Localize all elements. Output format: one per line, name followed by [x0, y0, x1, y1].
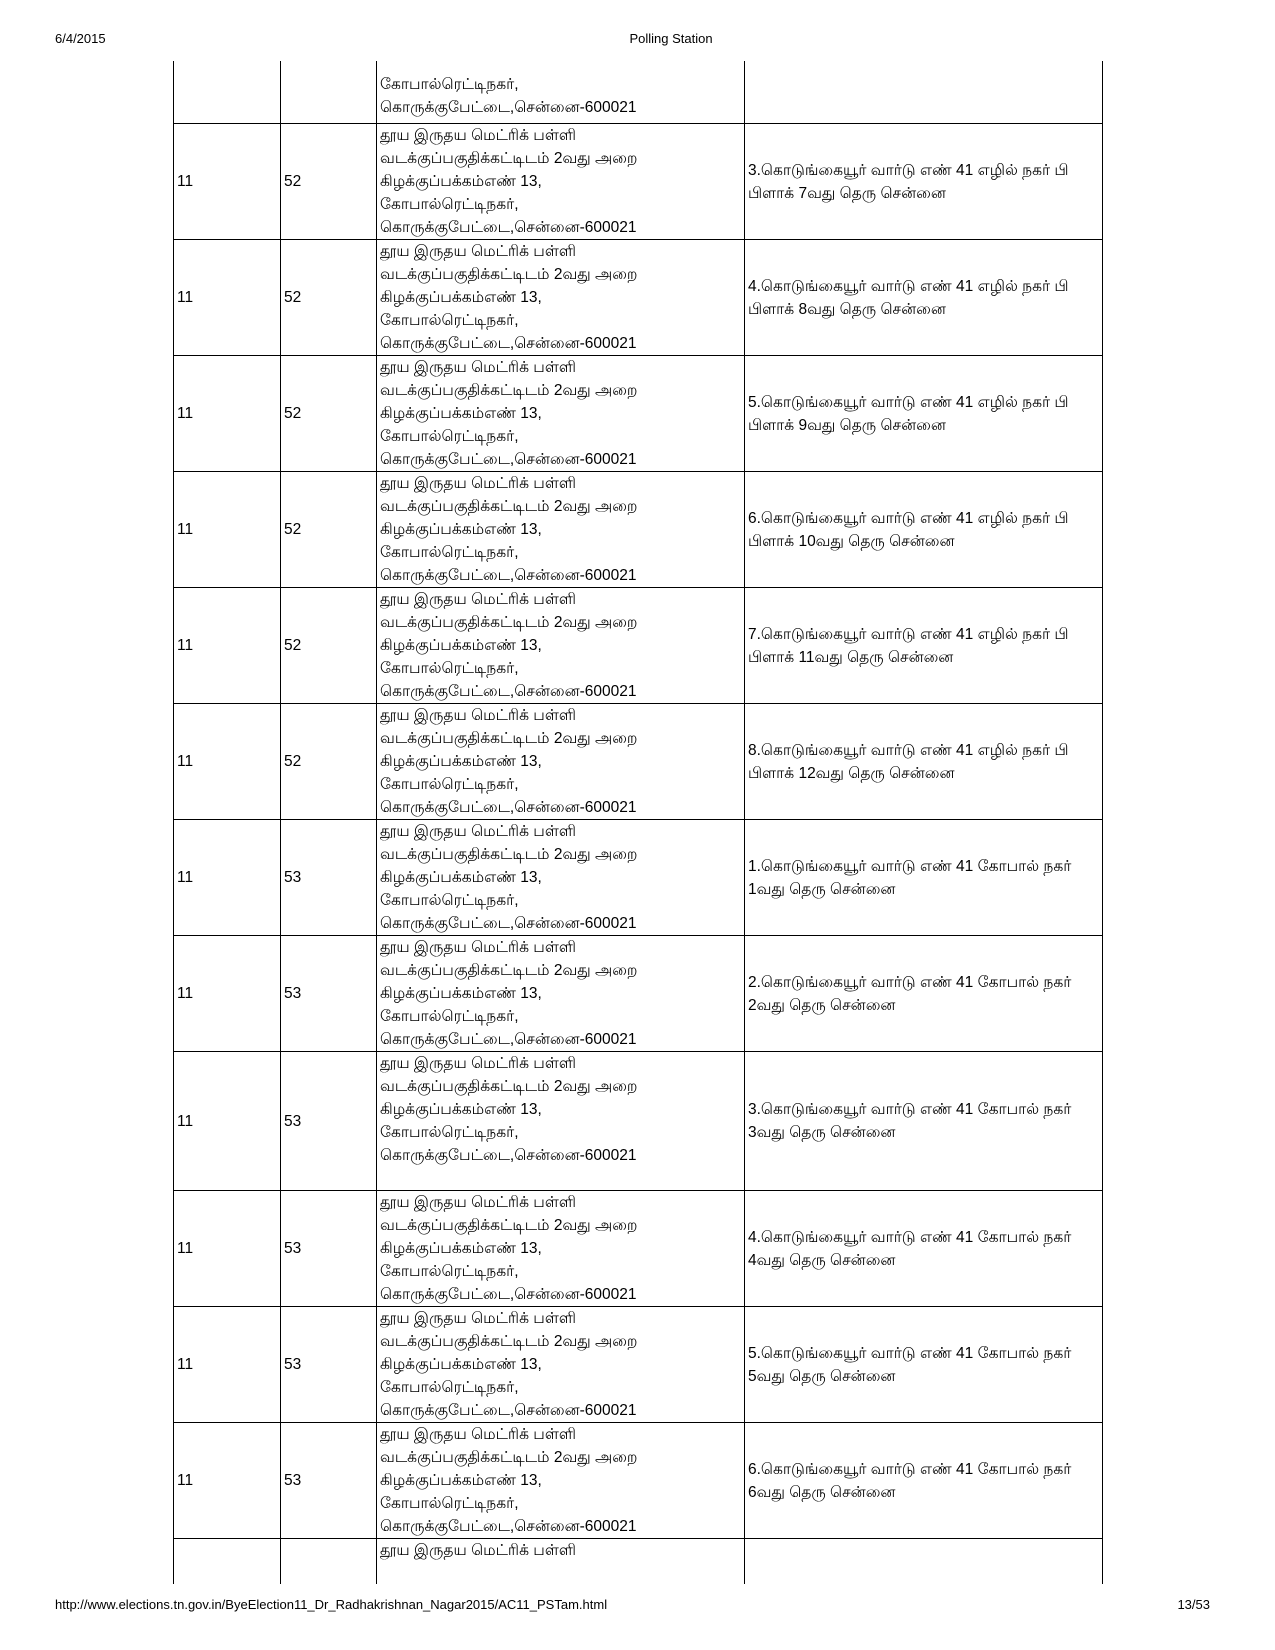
address-line: கிழக்குப்பக்கம்எண் 13, — [380, 869, 542, 886]
polling-area-cell: 8.கொடுங்கையூர் வார்டு எண் 41 எழில் நகர் பி பிளாக் 12வது தெரு சென்னை — [745, 704, 1103, 820]
address-line: கிழக்குப்பக்கம்எண் 13, — [380, 1240, 542, 1257]
address-line: கோபால்ரெட்டிநகர், — [380, 1008, 519, 1025]
page-title: Polling Station — [629, 31, 713, 46]
address-line: கோபால்ரெட்டிநகர், — [380, 776, 519, 793]
ac-number-cell: 11 — [174, 1307, 281, 1423]
address-line: கொருக்குபேட்டை,சென்னை-600021 — [380, 451, 637, 468]
polling-area-cell: 5.கொடுங்கையூர் வார்டு எண் 41 கோபால் நகர் 5வது தெரு சென்னை — [745, 1307, 1103, 1423]
address-cell — [377, 124, 745, 240]
address-line: கோபால்ரெட்டிநகர், — [380, 892, 519, 909]
address-line: தூய இருதய மெட்ரிக் பள்ளி — [380, 591, 576, 608]
ac-number-cell: 11 — [174, 240, 281, 356]
address-cell — [377, 704, 745, 820]
address-line: கோபால்ரெட்டிநகர், — [380, 428, 519, 445]
ps-number-cell: 52 — [281, 356, 377, 472]
address-line: வடக்குப்பகுதிக்கட்டிடம் 2வது அறை — [380, 1217, 638, 1234]
address-line: கிழக்குப்பக்கம்எண் 13, — [380, 753, 542, 770]
address-cell — [377, 472, 745, 588]
address-line: கோபால்ரெட்டிநகர், — [380, 1495, 519, 1512]
address-line: தூய இருதய மெட்ரிக் பள்ளி — [380, 1310, 576, 1327]
ps-number-cell: 53 — [281, 1423, 377, 1539]
ac-number-cell: 11 — [174, 704, 281, 820]
table-row — [174, 936, 1103, 1052]
print-header-date: 6/4/2015 — [55, 31, 106, 46]
polling-area-cell: 6.கொடுங்கையூர் வார்டு எண் 41 கோபால் நகர் 6வது தெரு சென்னை — [745, 1423, 1103, 1539]
address-line: கொருக்குபேட்டை,சென்னை-600021 — [380, 1402, 637, 1419]
address-line: கொருக்குபேட்டை,சென்னை-600021 — [380, 683, 637, 700]
address-line: கொருக்குபேட்டை,சென்னை-600021 — [380, 1031, 637, 1048]
ac-number-cell: 11 — [174, 1052, 281, 1191]
table-row — [174, 1307, 1103, 1423]
address-line: கோபால்ரெட்டிநகர், — [380, 1124, 519, 1141]
ac-number-cell: 11 — [174, 936, 281, 1052]
address-line: வடக்குப்பகுதிக்கட்டிடம் 2வது அறை — [380, 1449, 638, 1466]
ac-number-cell: 11 — [174, 124, 281, 240]
address-line: கிழக்குப்பக்கம்எண் 13, — [380, 1356, 542, 1373]
address-line: வடக்குப்பகுதிக்கட்டிடம் 2வது அறை — [380, 1333, 638, 1350]
ac-number-cell — [174, 61, 281, 124]
address-line: வடக்குப்பகுதிக்கட்டிடம் 2வது அறை — [380, 846, 638, 863]
address-cell — [377, 1052, 745, 1191]
ps-number-cell: 52 — [281, 240, 377, 356]
polling-area-cell: 6.கொடுங்கையூர் வார்டு எண் 41 எழில் நகர் பி பிளாக் 10வது தெரு சென்னை — [745, 472, 1103, 588]
address-line: கிழக்குப்பக்கம்எண் 13, — [380, 1101, 542, 1118]
address-line: தூய இருதய மெட்ரிக் பள்ளி — [380, 475, 576, 492]
address-line: கோபால்ரெட்டிநகர், — [380, 544, 519, 561]
address-line: கிழக்குப்பக்கம்எண் 13, — [380, 521, 542, 538]
address-line: கிழக்குப்பக்கம்எண் 13, — [380, 985, 542, 1002]
address-line: கொருக்குபேட்டை,சென்னை-600021 — [380, 799, 637, 816]
address-line: கொருக்குபேட்டை,சென்னை-600021 — [380, 567, 637, 584]
address-line: வடக்குப்பகுதிக்கட்டிடம் 2வது அறை — [380, 614, 638, 631]
table-row — [174, 472, 1103, 588]
table-row — [174, 356, 1103, 472]
address-line: வடக்குப்பகுதிக்கட்டிடம் 2வது அறை — [380, 150, 638, 167]
address-cell — [377, 1539, 745, 1585]
address-cell — [377, 936, 745, 1052]
address-line: தூய இருதய மெட்ரிக் பள்ளி — [380, 939, 576, 956]
address-line: தூய இருதய மெட்ரிக் பள்ளி — [380, 1542, 576, 1559]
table-row — [174, 124, 1103, 240]
table-row — [174, 240, 1103, 356]
polling-station-table — [173, 61, 1103, 1584]
address-line: கிழக்குப்பக்கம்எண் 13, — [380, 405, 542, 422]
table-row — [174, 1191, 1103, 1307]
address-cell — [377, 1307, 745, 1423]
ps-number-cell: 52 — [281, 124, 377, 240]
address-line: தூய இருதய மெட்ரிக் பள்ளி — [380, 823, 576, 840]
address-line: கொருக்குபேட்டை,சென்னை-600021 — [380, 1147, 637, 1164]
address-cell — [377, 820, 745, 936]
table-row — [174, 61, 1103, 124]
address-cell — [377, 356, 745, 472]
table-row — [174, 704, 1103, 820]
table-row — [174, 588, 1103, 704]
address-line: கோபால்ரெட்டிநகர், — [380, 196, 519, 213]
address-line: கொருக்குபேட்டை,சென்னை-600021 — [380, 99, 637, 116]
ps-number-cell: 52 — [281, 704, 377, 820]
address-cell — [377, 588, 745, 704]
ps-number-cell: 53 — [281, 820, 377, 936]
address-line: தூய இருதய மெட்ரிக் பள்ளி — [380, 359, 576, 376]
address-line: கோபால்ரெட்டிநகர், — [380, 76, 519, 93]
ac-number-cell: 11 — [174, 472, 281, 588]
ac-number-cell: 11 — [174, 356, 281, 472]
ps-number-cell: 52 — [281, 472, 377, 588]
address-line: கோபால்ரெட்டிநகர், — [380, 1263, 519, 1280]
ac-number-cell: 11 — [174, 1191, 281, 1307]
address-line: கோபால்ரெட்டிநகர், — [380, 1379, 519, 1396]
address-line: கொருக்குபேட்டை,சென்னை-600021 — [380, 915, 637, 932]
ac-number-cell: 11 — [174, 820, 281, 936]
address-cell — [377, 61, 745, 124]
address-line: கொருக்குபேட்டை,சென்னை-600021 — [380, 219, 637, 236]
polling-area-cell: 4.கொடுங்கையூர் வார்டு எண் 41 எழில் நகர் பி பிளாக் 8வது தெரு சென்னை — [745, 240, 1103, 356]
ac-number-cell: 11 — [174, 588, 281, 704]
polling-table-body — [174, 61, 1103, 1584]
address-line: தூய இருதய மெட்ரிக் பள்ளி — [380, 1194, 576, 1211]
address-line: வடக்குப்பகுதிக்கட்டிடம் 2வது அறை — [380, 962, 638, 979]
polling-area-cell — [745, 61, 1103, 124]
ps-number-cell: 53 — [281, 1307, 377, 1423]
address-line: கிழக்குப்பக்கம்எண் 13, — [380, 637, 542, 654]
polling-area-cell: 3.கொடுங்கையூர் வார்டு எண் 41 எழில் நகர் பி பிளாக் 7வது தெரு சென்னை — [745, 124, 1103, 240]
address-line: வடக்குப்பகுதிக்கட்டிடம் 2வது அறை — [380, 498, 638, 515]
polling-area-cell: 2.கொடுங்கையூர் வார்டு எண் 41 கோபால் நகர் 2வது தெரு சென்னை — [745, 936, 1103, 1052]
ps-number-cell — [281, 1539, 377, 1585]
address-line: தூய இருதய மெட்ரிக் பள்ளி — [380, 243, 576, 260]
address-line: கோபால்ரெட்டிநகர், — [380, 660, 519, 677]
ps-number-cell: 53 — [281, 1052, 377, 1191]
address-line: கிழக்குப்பக்கம்எண் 13, — [380, 173, 542, 190]
address-line: வடக்குப்பகுதிக்கட்டிடம் 2வது அறை — [380, 1078, 638, 1095]
address-line: வடக்குப்பகுதிக்கட்டிடம் 2வது அறை — [380, 266, 638, 283]
address-line: தூய இருதய மெட்ரிக் பள்ளி — [380, 707, 576, 724]
address-line: கொருக்குபேட்டை,சென்னை-600021 — [380, 1518, 637, 1535]
table-row — [174, 1539, 1103, 1585]
ps-number-cell: 53 — [281, 936, 377, 1052]
print-footer-url: http://www.elections.tn.gov.in/ByeElection11_Dr_Radhakrishnan_Nagar2015/AC11_PSTam.html — [55, 1597, 608, 1612]
table-row — [174, 1423, 1103, 1539]
address-line: தூய இருதய மெட்ரிக் பள்ளி — [380, 127, 576, 144]
polling-area-cell: 7.கொடுங்கையூர் வார்டு எண் 41 எழில் நகர் பி பிளாக் 11வது தெரு சென்னை — [745, 588, 1103, 704]
polling-area-cell — [745, 1539, 1103, 1585]
ac-number-cell: 11 — [174, 1423, 281, 1539]
address-cell — [377, 1191, 745, 1307]
ps-number-cell — [281, 61, 377, 124]
address-line: வடக்குப்பகுதிக்கட்டிடம் 2வது அறை — [380, 382, 638, 399]
ac-number-cell — [174, 1539, 281, 1585]
table-row — [174, 1052, 1103, 1191]
ps-number-cell: 53 — [281, 1191, 377, 1307]
polling-area-cell: 4.கொடுங்கையூர் வார்டு எண் 41 கோபால் நகர் 4வது தெரு சென்னை — [745, 1191, 1103, 1307]
address-line: கொருக்குபேட்டை,சென்னை-600021 — [380, 1286, 637, 1303]
address-line: கிழக்குப்பக்கம்எண் 13, — [380, 1472, 542, 1489]
polling-area-cell: 3.கொடுங்கையூர் வார்டு எண் 41 கோபால் நகர் 3வது தெரு சென்னை — [745, 1052, 1103, 1191]
address-line: வடக்குப்பகுதிக்கட்டிடம் 2வது அறை — [380, 730, 638, 747]
polling-area-cell: 1.கொடுங்கையூர் வார்டு எண் 41 கோபால் நகர் 1வது தெரு சென்னை — [745, 820, 1103, 936]
address-line: தூய இருதய மெட்ரிக் பள்ளி — [380, 1055, 576, 1072]
address-line: தூய இருதய மெட்ரிக் பள்ளி — [380, 1426, 576, 1443]
address-cell — [377, 1423, 745, 1539]
table-row — [174, 820, 1103, 936]
polling-area-cell: 5.கொடுங்கையூர் வார்டு எண் 41 எழில் நகர் பி பிளாக் 9வது தெரு சென்னை — [745, 356, 1103, 472]
address-line: கோபால்ரெட்டிநகர், — [380, 312, 519, 329]
address-line: கொருக்குபேட்டை,சென்னை-600021 — [380, 335, 637, 352]
address-cell — [377, 240, 745, 356]
address-line: கிழக்குப்பக்கம்எண் 13, — [380, 289, 542, 306]
print-footer-page-number: 13/53 — [1177, 1597, 1210, 1612]
ps-number-cell: 52 — [281, 588, 377, 704]
